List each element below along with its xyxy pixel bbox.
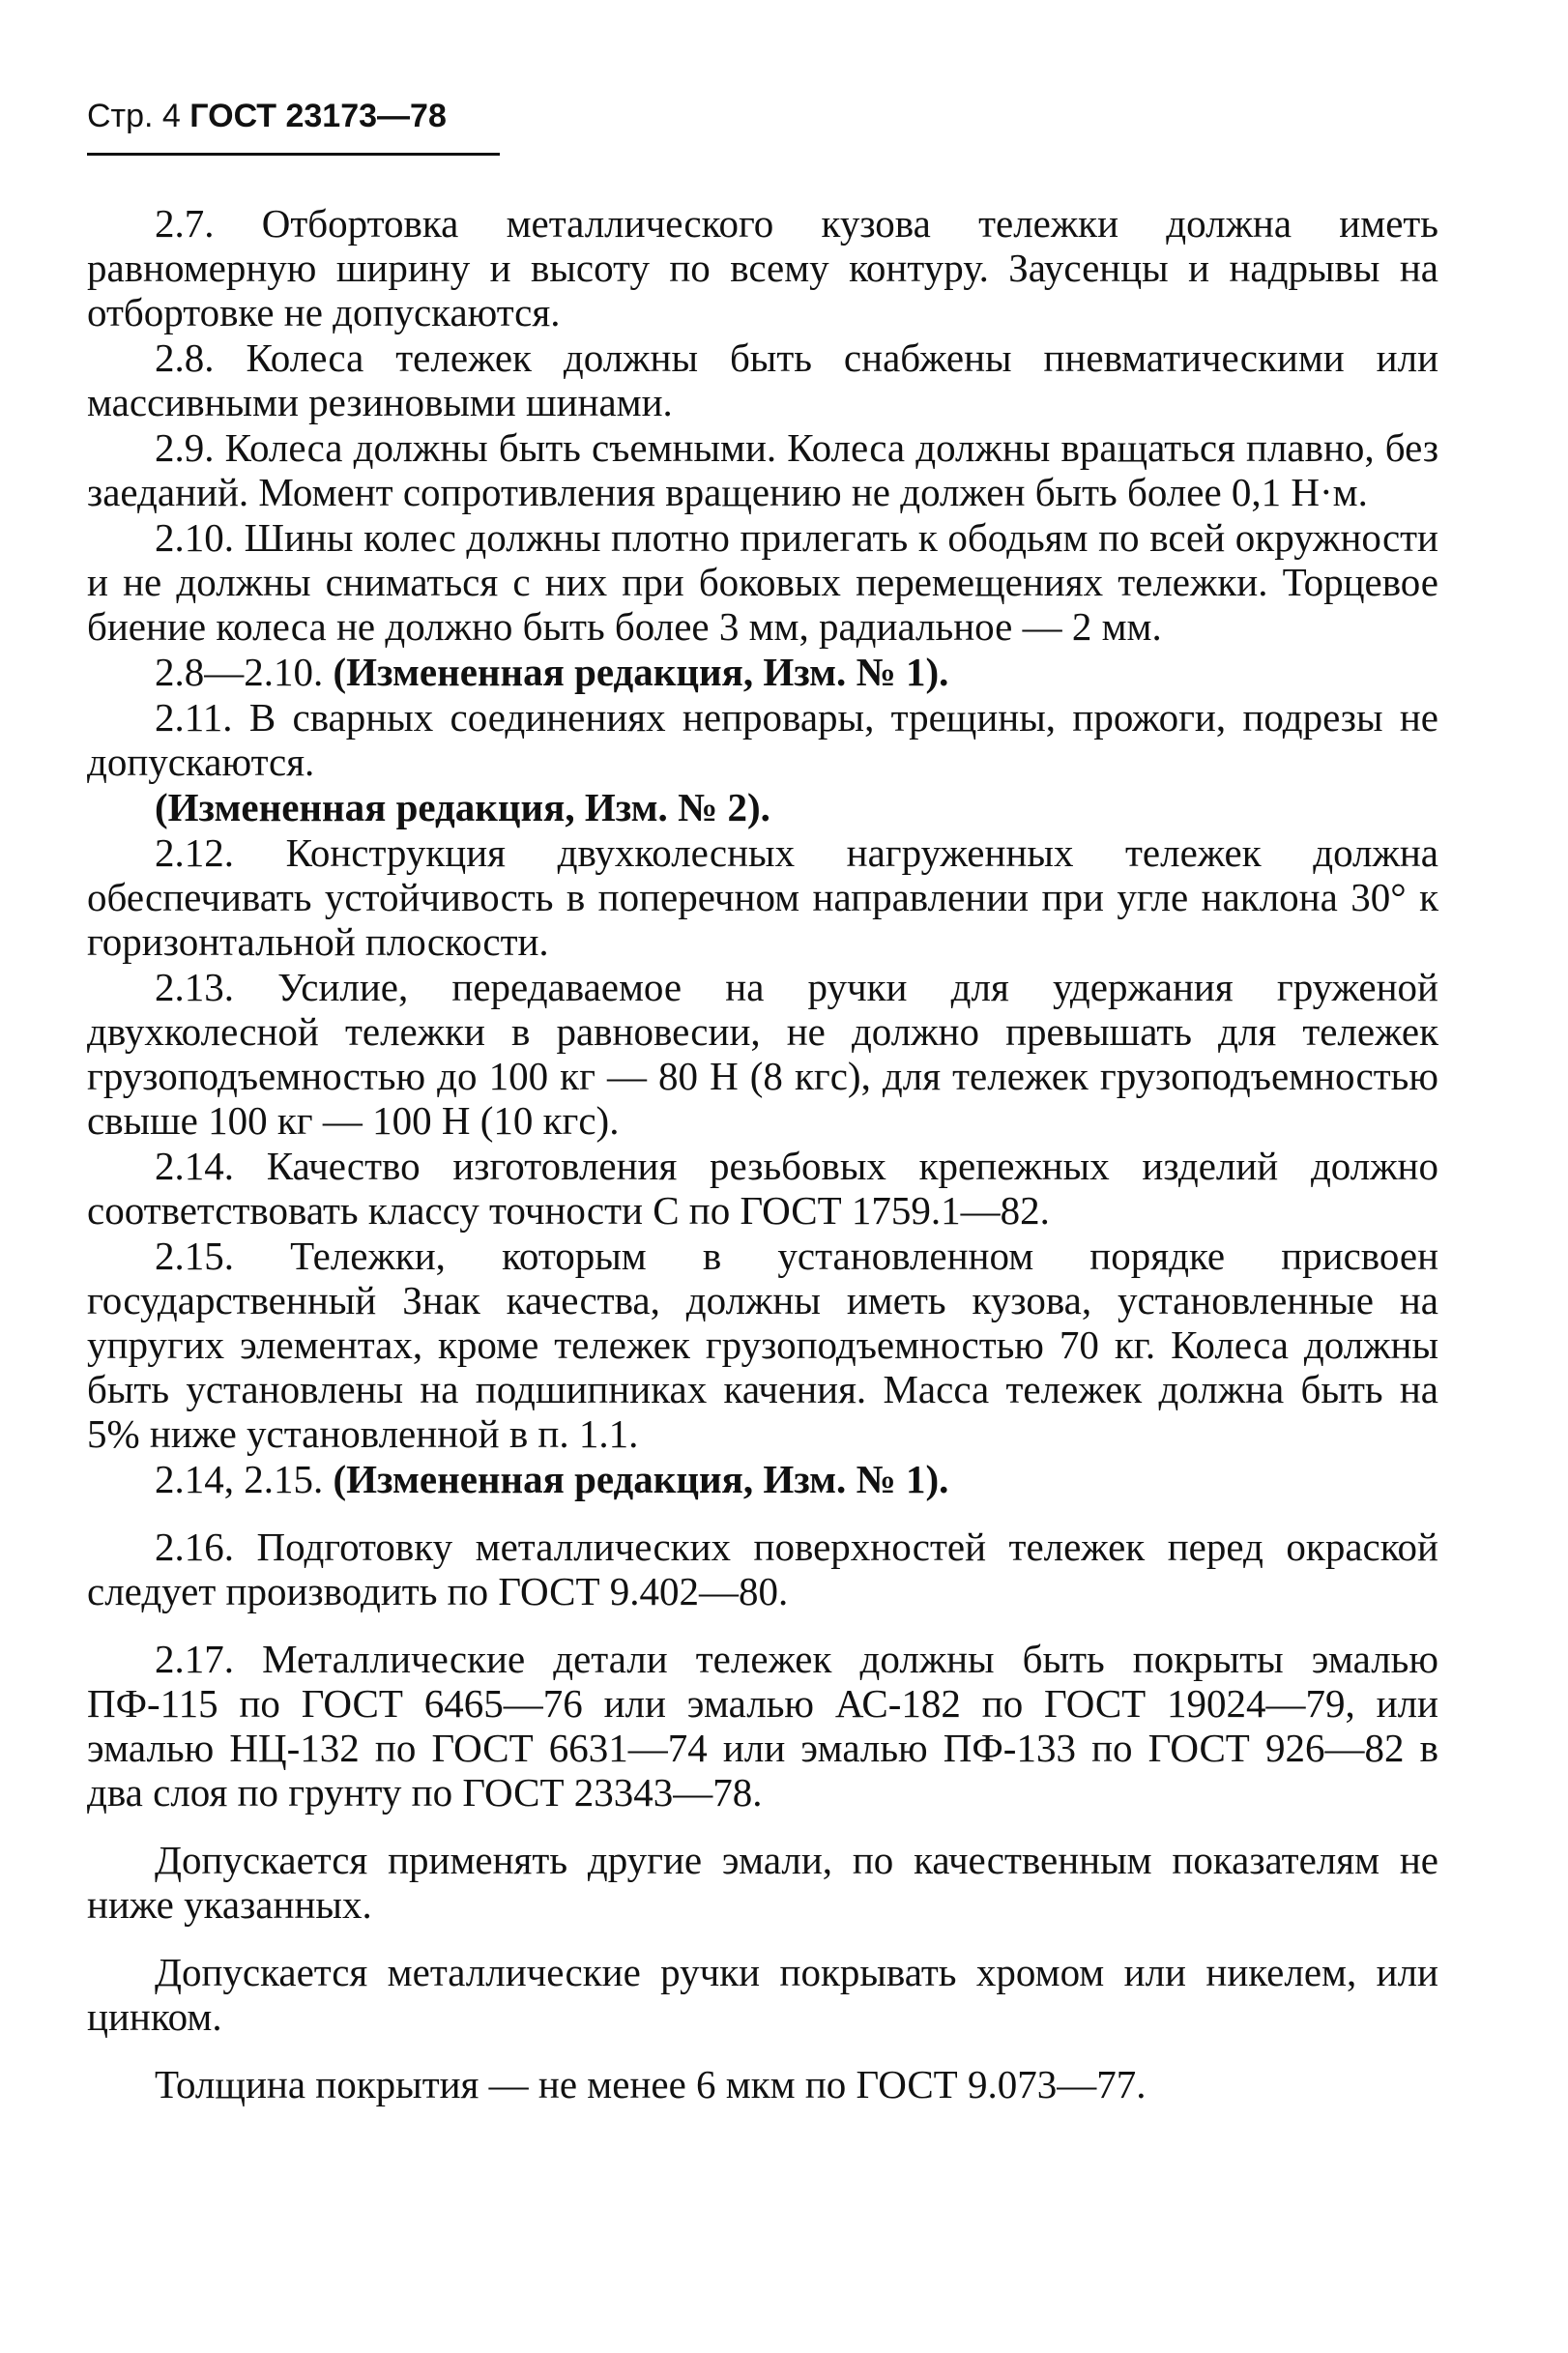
document-body <box>87 201 1438 2107</box>
amendment-ref: 2.14, 2.15. <box>155 1457 324 1501</box>
clause-2-10 <box>87 515 1438 649</box>
paragraph-coating-thickness <box>87 2062 1438 2106</box>
amendment-text: (Измененная редакция, Изм. № 1). <box>333 650 949 694</box>
paragraph-handle-plating <box>87 1950 1438 2039</box>
clause-text: Колеса тележек должны быть снабжены пневматическими или массивными резиновыми шинами. <box>87 335 1439 424</box>
clause-2-15 <box>87 1234 1438 1456</box>
clause-number: 2.16. <box>155 1525 234 1569</box>
clause-2-17 <box>87 1637 1438 1815</box>
clause-2-9 <box>87 425 1438 514</box>
document-page <box>87 97 1440 2320</box>
clause-text: Шины колес должны плотно прилегать к ободьям по всей окружности и не должны сниматься с них при боковых перемещениях тележки. Торцевое биение колеса не должно быть более 3 мм, радиальное — 2 мм. <box>87 515 1438 649</box>
paragraph-other-enamels <box>87 1838 1438 1927</box>
clause-number: 2.10. <box>155 515 234 560</box>
clause-number: 2.14. <box>155 1144 234 1188</box>
clause-text: Колеса должны быть съемными. Колеса должны вращаться плавно, без заеданий. Момент сопротивления вращению не должен быть более 0,1 Н·м. <box>87 425 1439 514</box>
paragraph-text: Допускается применять другие эмали, по качественным показателям не ниже указанных. <box>87 1838 1438 1927</box>
clause-number: 2.9. <box>155 425 215 470</box>
clause-text: Подготовку металлических поверхностей тележек перед окраской следует производить по ГОСТ 9.402—80. <box>87 1525 1438 1613</box>
paragraph-text: Толщина покрытия — не менее 6 мкм по ГОСТ 9.073—77. <box>155 2062 1147 2106</box>
clause-text: В сварных соединениях непровары, трещины, прожоги, подрезы не допускаются. <box>87 695 1438 784</box>
amendment-ref: 2.8—2.10. <box>155 650 324 694</box>
clause-number: 2.8. <box>155 335 215 380</box>
clause-number: 2.13. <box>155 965 234 1009</box>
clause-2-13 <box>87 965 1438 1143</box>
clause-number: 2.12. <box>155 830 234 875</box>
header-rule <box>87 153 500 156</box>
amendment-text: (Измененная редакция, Изм. № 1). <box>333 1457 949 1501</box>
clause-text: Конструкция двухколесных нагруженных тележек должна обеспечивать устойчивость в поперечном направлении при угле наклона 30° к горизонтальной плоскости. <box>87 830 1438 964</box>
clause-text: Отбортовка металлического кузова тележки должна иметь равномерную ширину и высоту по всему контуру. Заусенцы и надрывы на отбортовке не допускаются. <box>87 201 1439 334</box>
amendment-text: (Измененная редакция, Изм. № 2). <box>155 785 770 829</box>
standard-designation: ГОСТ 23173—78 <box>189 98 447 134</box>
clause-2-16 <box>87 1525 1438 1613</box>
clause-number: 2.7. <box>155 201 215 246</box>
page-number-label: Стр. 4 <box>87 98 181 134</box>
clause-number: 2.17. <box>155 1637 234 1681</box>
page-header <box>87 97 447 135</box>
clause-text: Металлические детали тележек должны быть покрыты эмалью ПФ-115 по ГОСТ 6465—76 или эмалью АС-182 по ГОСТ 19024—79, или эмалью НЦ-132 по ГОСТ 6631—74 или эмалью ПФ-133 по ГОСТ 926—82 в два слоя по грунту по ГОСТ 23343—78. <box>87 1637 1438 1815</box>
amendment-note-3 <box>87 1457 1438 1501</box>
clause-2-7 <box>87 201 1438 334</box>
clause-2-12 <box>87 830 1438 964</box>
amendment-note-1 <box>87 650 1438 694</box>
clause-number: 2.15. <box>155 1234 234 1278</box>
clause-text: Усилие, передаваемое на ручки для удержания груженой двухколесной тележки в равновесии, не должно превышать для тележек грузоподъемностью до 100 кг — 80 Н (8 кгс), для тележек грузоподъемностью свыше 100 кг — 100 Н (10 кгс). <box>87 965 1438 1143</box>
clause-2-14 <box>87 1144 1438 1233</box>
amendment-note-2 <box>87 785 1438 829</box>
clause-2-11 <box>87 695 1438 784</box>
clause-number: 2.11. <box>155 695 233 740</box>
clause-text: Качество изготовления резьбовых крепежных изделий должно соответствовать классу точности С по ГОСТ 1759.1—82. <box>87 1144 1438 1233</box>
clause-text: Тележки, которым в установленном порядке присвоен государственный Знак качества, должны иметь кузова, установленные на упругих элементах, кроме тележек грузоподъемностью 70 кг. Колеса должны быть установлены на подшипниках качения. Масса тележек должна быть на 5% ниже установленной в п. 1.1. <box>87 1234 1439 1456</box>
clause-2-8 <box>87 335 1438 424</box>
paragraph-text: Допускается металлические ручки покрывать хромом или никелем, или цинком. <box>87 1950 1438 2039</box>
